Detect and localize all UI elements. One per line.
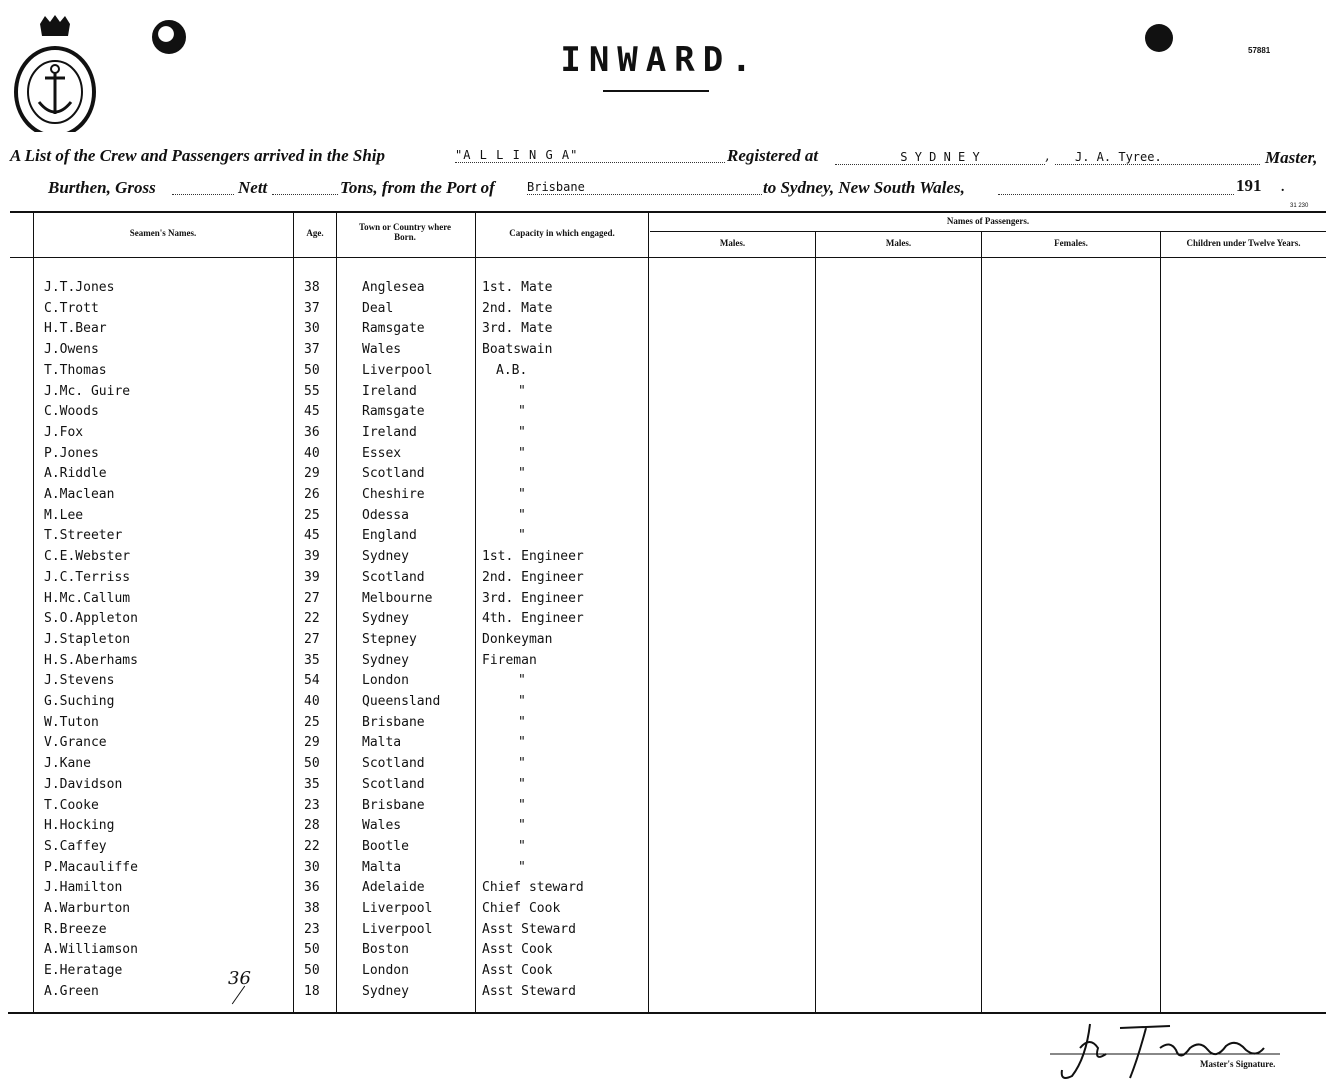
- crew-birthplace: Odessa: [362, 507, 409, 523]
- crew-birthplace: Anglesea: [362, 280, 425, 295]
- crew-capacity: ": [518, 859, 526, 875]
- crew-capacity: ": [518, 673, 526, 689]
- table-row: [0, 611, 650, 631]
- crew-name: R.Breeze: [44, 921, 107, 937]
- crew-capacity: Asst Cook: [482, 942, 553, 958]
- crew-name: J.Stevens: [44, 673, 115, 689]
- crew-capacity: ": [518, 735, 526, 751]
- crew-capacity: ": [518, 838, 526, 854]
- crew-birthplace: Bootle: [362, 838, 409, 854]
- crew-age: 35: [304, 652, 320, 668]
- table-row: [0, 880, 650, 900]
- crew-age: 50: [304, 963, 320, 979]
- crew-birthplace: Boston: [362, 942, 409, 958]
- table-row: [0, 508, 650, 528]
- table-row: [0, 549, 650, 569]
- crew-age: 28: [304, 818, 320, 834]
- crew-age: 38: [304, 280, 320, 295]
- crew-age: 36: [304, 424, 320, 440]
- crew-capacity: Chief steward: [482, 880, 584, 896]
- crew-name: M.Lee: [44, 507, 84, 523]
- crew-list: [0, 280, 650, 1010]
- crew-birthplace: Liverpool: [362, 901, 433, 916]
- crew-age: 36: [304, 880, 320, 896]
- crew-capacity: ": [518, 404, 526, 420]
- crew-age: 45: [304, 404, 320, 420]
- crew-age: 54: [304, 673, 320, 689]
- crew-name: J.Hamilton: [44, 880, 123, 896]
- crew-capacity: ": [518, 528, 526, 544]
- crew-name: A.Williamson: [44, 942, 138, 958]
- crew-name: J.Owens: [44, 342, 99, 358]
- crew-age: 30: [304, 859, 320, 875]
- crew-name: H.T.Bear: [44, 321, 107, 337]
- crew-birthplace: Melbourne: [362, 590, 433, 606]
- crew-name: S.O.Appleton: [44, 611, 138, 627]
- crew-birthplace: Malta: [362, 735, 402, 751]
- registered-comma: ,: [1045, 148, 1050, 164]
- crew-age: 50: [304, 942, 320, 958]
- tons-label: Tons, from the Port of: [340, 178, 495, 197]
- table-row: [0, 694, 650, 714]
- crew-age: 18: [304, 983, 320, 999]
- crew-capacity: Fireman: [482, 652, 537, 668]
- crew-birthplace: Ramsgate: [362, 404, 425, 420]
- registered-port-field: S Y D N E Y: [835, 150, 1045, 165]
- table-row: [0, 280, 650, 300]
- crew-name: H.S.Aberhams: [44, 652, 138, 668]
- crew-birthplace: Scotland: [362, 466, 425, 482]
- crew-birthplace: Scotland: [362, 756, 425, 772]
- crew-name: A.Maclean: [44, 487, 115, 502]
- crew-name: W.Tuton: [44, 714, 99, 730]
- crew-age: 37: [304, 300, 320, 316]
- header-capacity: Capacity in which engaged.: [509, 228, 615, 238]
- header-females: Females.: [1054, 238, 1088, 248]
- header-males-2: Males.: [885, 238, 912, 248]
- crew-total-note: 36: [228, 968, 251, 989]
- crew-capacity: ": [518, 756, 526, 772]
- document-title: INWARD.: [560, 40, 760, 80]
- crew-age: 25: [304, 507, 320, 523]
- shipping-master-seal: [12, 14, 98, 132]
- crew-birthplace: Ireland: [362, 383, 417, 399]
- header-males-1: Males.: [719, 238, 746, 248]
- table-row: [0, 984, 650, 1004]
- crew-capacity: ": [518, 445, 526, 461]
- header-age: Age.: [306, 228, 324, 238]
- crew-age: 23: [304, 797, 320, 813]
- crew-name: J.Davidson: [44, 776, 123, 792]
- year-dot: .: [1280, 176, 1286, 196]
- destination-label: to Sydney, New South Wales,: [763, 178, 965, 197]
- crew-birthplace: Stepney: [362, 631, 417, 647]
- crew-name: T.Thomas: [44, 362, 107, 378]
- crew-age: 29: [304, 466, 320, 482]
- crew-birthplace: Scotland: [362, 569, 425, 585]
- crew-age: 30: [304, 321, 320, 337]
- table-row: [0, 632, 650, 652]
- crew-age: 40: [304, 445, 320, 461]
- crew-birthplace: Liverpool: [362, 921, 433, 937]
- signature-label: Master's Signature.: [1200, 1059, 1276, 1069]
- crew-name: P.Jones: [44, 445, 99, 461]
- crew-age: 35: [304, 776, 320, 792]
- crew-birthplace: England: [362, 528, 417, 544]
- crew-name: A.Riddle: [44, 466, 107, 482]
- crew-name: V.Grance: [44, 735, 107, 751]
- master-label: Master,: [1265, 148, 1318, 167]
- table-row: [0, 487, 650, 507]
- crew-capacity: ": [518, 818, 526, 834]
- table-row: [0, 446, 650, 466]
- crew-birthplace: Essex: [362, 445, 402, 461]
- form-number: 57881: [1248, 46, 1271, 55]
- table-row: [0, 942, 650, 962]
- title-rule: [603, 90, 709, 92]
- table-row: [0, 922, 650, 942]
- crew-age: 22: [304, 838, 320, 854]
- crew-capacity: Boatswain: [482, 342, 553, 358]
- table-row: [0, 653, 650, 673]
- crew-age: 29: [304, 735, 320, 751]
- crew-capacity: 3rd. Engineer: [482, 590, 584, 606]
- table-row: [0, 466, 650, 486]
- crew-capacity: ": [518, 383, 526, 399]
- crew-birthplace: Brisbane: [362, 797, 425, 813]
- crew-capacity: Asst Steward: [482, 921, 576, 937]
- crew-birthplace: Ramsgate: [362, 321, 425, 337]
- crew-birthplace: Adelaide: [362, 880, 425, 896]
- crew-capacity: 1st. Engineer: [482, 549, 584, 565]
- crew-name: J.Stapleton: [44, 631, 131, 647]
- crew-birthplace: Sydney: [362, 983, 409, 999]
- crew-capacity: 3rd. Mate: [482, 321, 553, 337]
- master-signature: [1050, 1018, 1280, 1084]
- crew-name: S.Caffey: [44, 838, 107, 854]
- header-children: Children under Twelve Years.: [1186, 238, 1301, 248]
- table-row: [0, 839, 650, 859]
- crew-birthplace: Cheshire: [362, 487, 425, 502]
- crew-age: 37: [304, 342, 320, 358]
- burthen-label: Burthen, Gross: [48, 178, 156, 197]
- crew-birthplace: London: [362, 963, 409, 979]
- crew-birthplace: Wales: [362, 818, 402, 834]
- crew-name: A.Green: [44, 983, 99, 999]
- table-row: [0, 301, 650, 321]
- crew-name: C.Woods: [44, 404, 99, 420]
- crew-birthplace: Sydney: [362, 611, 409, 627]
- crew-capacity: 2nd. Mate: [482, 300, 553, 316]
- table-row: [0, 384, 650, 404]
- crew-age: 27: [304, 590, 320, 606]
- crew-birthplace: Ireland: [362, 424, 417, 440]
- table-row: [0, 963, 650, 983]
- table-row: [0, 425, 650, 445]
- table-row: [0, 756, 650, 776]
- header-line-1: [10, 146, 385, 166]
- year-label: 191: [1236, 176, 1262, 195]
- crew-age: 39: [304, 549, 320, 565]
- nett-label: Nett: [238, 178, 268, 197]
- crew-birthplace: Malta: [362, 859, 402, 875]
- crew-age: 40: [304, 694, 320, 709]
- header-bottom-rule: [10, 257, 1326, 258]
- crew-capacity: 1st. Mate: [482, 280, 553, 295]
- crew-age: 50: [304, 362, 320, 378]
- table-row: [0, 673, 650, 693]
- table-row: [0, 591, 650, 611]
- crew-birthplace: Queensland: [362, 694, 441, 709]
- crew-age: 23: [304, 921, 320, 937]
- table-bottom-rule: [8, 1012, 1326, 1014]
- ship-name-field: "A L L I N G A": [455, 148, 725, 163]
- crew-capacity: Asst Cook: [482, 963, 553, 979]
- crew-birthplace: London: [362, 673, 409, 689]
- crew-birthplace: Sydney: [362, 549, 409, 565]
- crew-capacity: ": [518, 694, 526, 709]
- table-row: [0, 342, 650, 362]
- port-field: Brisbane: [527, 180, 762, 195]
- crew-name: H.Mc.Callum: [44, 590, 131, 606]
- crew-name: T.Cooke: [44, 797, 99, 813]
- crew-name: P.Macauliffe: [44, 859, 138, 875]
- table-top-rule: [10, 211, 1326, 213]
- header-seamen-names: Seamen's Names.: [129, 228, 197, 238]
- crew-name: E.Heratage: [44, 963, 123, 979]
- table-row: [0, 570, 650, 590]
- table-row: [0, 715, 650, 735]
- crew-birthplace: Liverpool: [362, 362, 433, 378]
- crew-age: 25: [304, 714, 320, 730]
- col-sep-7: [981, 231, 982, 1012]
- crew-capacity: ": [518, 466, 526, 482]
- passenger-sub-rule: [650, 231, 1326, 232]
- crew-capacity: ": [518, 797, 526, 813]
- crew-age: 38: [304, 901, 320, 916]
- crew-birthplace: Sydney: [362, 652, 409, 668]
- crew-name: C.E.Webster: [44, 549, 131, 565]
- crew-name: J.Kane: [44, 756, 91, 772]
- col-sep-8: [1160, 231, 1161, 1012]
- table-row: [0, 818, 650, 838]
- crew-age: 50: [304, 756, 320, 772]
- form-code: 31 230: [1290, 203, 1309, 209]
- crew-age: 45: [304, 528, 320, 544]
- crew-birthplace: Brisbane: [362, 714, 425, 730]
- crew-birthplace: Scotland: [362, 776, 425, 792]
- header-born: Town or Country where Born.: [358, 222, 452, 242]
- table-row: [0, 321, 650, 341]
- crew-capacity: A.B.: [496, 362, 528, 378]
- nett-field: [272, 180, 338, 195]
- crew-capacity: Donkeyman: [482, 631, 553, 647]
- crew-age: 55: [304, 383, 320, 399]
- crew-age: 27: [304, 631, 320, 647]
- crew-age: 39: [304, 569, 320, 585]
- crew-capacity: ": [518, 487, 526, 502]
- gross-field: [172, 180, 234, 195]
- crew-name: G.Suching: [44, 694, 115, 709]
- crew-name: T.Streeter: [44, 528, 123, 544]
- table-row: [0, 735, 650, 755]
- crew-name: J.T.Jones: [44, 280, 115, 295]
- crew-capacity: ": [518, 424, 526, 440]
- punch-hole-right: [1145, 24, 1173, 52]
- crew-capacity: 2nd. Engineer: [482, 569, 584, 585]
- table-row: [0, 528, 650, 548]
- crew-name: J.Mc. Guire: [44, 383, 131, 399]
- crew-name: J.Fox: [44, 424, 84, 440]
- crew-capacity: Asst Steward: [482, 983, 576, 999]
- table-row: [0, 363, 650, 383]
- table-row: [0, 901, 650, 921]
- crew-name: J.C.Terriss: [44, 569, 131, 585]
- crew-name: H.Hocking: [44, 818, 115, 834]
- crew-capacity: 4th. Engineer: [482, 611, 584, 627]
- table-row: [0, 777, 650, 797]
- crew-capacity: ": [518, 776, 526, 792]
- crew-capacity: Chief Cook: [482, 901, 561, 916]
- crew-birthplace: Deal: [362, 300, 394, 316]
- crew-name: C.Trott: [44, 300, 99, 316]
- table-row: [0, 860, 650, 880]
- punch-hole-left: [152, 20, 186, 54]
- crew-age: 26: [304, 487, 320, 502]
- header-passengers: Names of Passengers.: [946, 216, 1030, 226]
- crew-capacity: ": [518, 714, 526, 730]
- crew-birthplace: Wales: [362, 342, 402, 358]
- table-row: [0, 798, 650, 818]
- table-row: [0, 404, 650, 424]
- registered-label: Registered at: [727, 146, 819, 165]
- date-field: [998, 180, 1234, 195]
- crew-name: A.Warburton: [44, 901, 131, 916]
- crew-capacity: ": [518, 507, 526, 523]
- col-sep-6: [815, 231, 816, 1012]
- crew-age: 22: [304, 611, 320, 627]
- list-prefix: A List of the Crew and Passengers arrived in the Ship: [10, 146, 385, 165]
- master-name-field: J. A. Tyree.: [1055, 150, 1260, 165]
